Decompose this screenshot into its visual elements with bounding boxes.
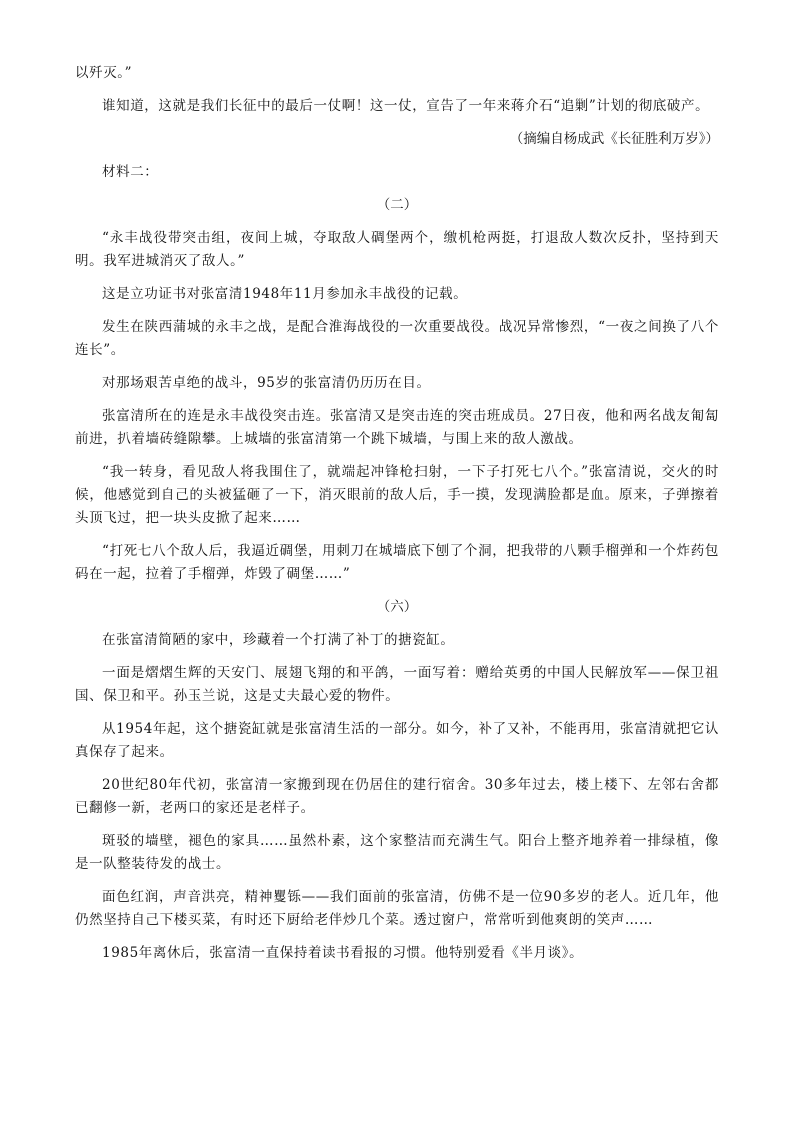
paragraph: 一面是熠熠生辉的天安门、展翅飞翔的和平鸽，一面写着：赠给英勇的中国人民解放军——保卫祖国、保卫和平。孙玉兰说，这是丈夫最心爱的物件。 bbox=[75, 665, 719, 704]
paragraph: 谁知道，这就是我们长征中的最后一仗啊！这一仗，宣告了一年来蒋介石“追剿”计划的彻底破产。 bbox=[102, 98, 710, 114]
paragraph: 20世纪80年代初，张富清一家搬到现在仍居住的建行宿舍。30多年过去，楼上楼下、左邻右舍都已翻修一新，老两口的家还是老样子。 bbox=[75, 777, 719, 816]
paragraph: 发生在陕西蒲城的永丰之战，是配合淮海战役的一次重要战役。战况异常惨烈，“一夜之间换了八个连长”。 bbox=[75, 319, 719, 358]
section-heading-two: （二） bbox=[376, 197, 418, 213]
paragraph: 面色红润，声音洪亮，精神矍铄——我们面前的张富清，仿佛不是一位90多岁的老人。近几年，他仍然坚持自己下楼买菜，有时还下厨给老伴炒几个菜。透过窗户，常常听到他爽朗的笑声…… bbox=[75, 889, 719, 928]
source-note: （摘编自杨成武《长征胜利万岁》） bbox=[509, 131, 719, 147]
section-heading-six: （六） bbox=[376, 599, 418, 615]
paragraph: “永丰战役带突击组，夜间上城，夺取敌人碉堡两个，缴机枪两挺，打退敌人数次反扑，坚持到天明。我军进城消灭了敌人。” bbox=[75, 230, 719, 269]
paragraph: 张富清所在的连是永丰战役突击连。张富清又是突击连的突击班成员。27日夜，他和两名战友匍匐前进，扒着墙砖缝隙攀。上城墙的张富清第一个跳下城墙，与围上来的敌人激战。 bbox=[75, 408, 719, 447]
paragraph: 这是立功证书对张富清1948年11月参加永丰战役的记载。 bbox=[102, 286, 468, 302]
paragraph: “我一转身，看见敌人将我围住了，就端起冲锋枪扫射，一下子打死七八个。”张富清说，交火的时候，他感觉到自己的头被猛砸了一下，消灭眼前的敌人后，手一摸，发现满脸都是血。原来，子弹擦着头顶飞过，把一块头皮掀了起来…… bbox=[75, 464, 719, 526]
paragraph: 1985年离休后，张富清一直保持着读书看报的习惯。他特别爱看《半月谈》。 bbox=[102, 945, 584, 961]
paragraph-continuation: 以歼灭。” bbox=[75, 65, 133, 81]
paragraph: 在张富清简陋的家中，珍藏着一个打满了补丁的搪瓷缸。 bbox=[102, 632, 455, 648]
paragraph: 从1954年起，这个搪瓷缸就是张富清生活的一部分。如今，补了又补，不能再用，张富清就把它认真保存了起来。 bbox=[75, 721, 719, 760]
material-label: 材料二： bbox=[102, 164, 159, 180]
paragraph: 对那场艰苦卓绝的战斗，95岁的张富清仍历历在目。 bbox=[102, 375, 431, 391]
paragraph: 斑驳的墙壁，褪色的家具……虽然朴素，这个家整洁而充满生气。阳台上整齐地养着一排绿植，像是一队整装待发的战士。 bbox=[75, 833, 719, 872]
paragraph: “打死七八个敌人后，我逼近碉堡，用刺刀在城墙底下刨了个洞，把我带的八颗手榴弹和一个炸药包码在一起，拉着了手榴弹，炸毁了碉堡……” bbox=[75, 543, 719, 582]
